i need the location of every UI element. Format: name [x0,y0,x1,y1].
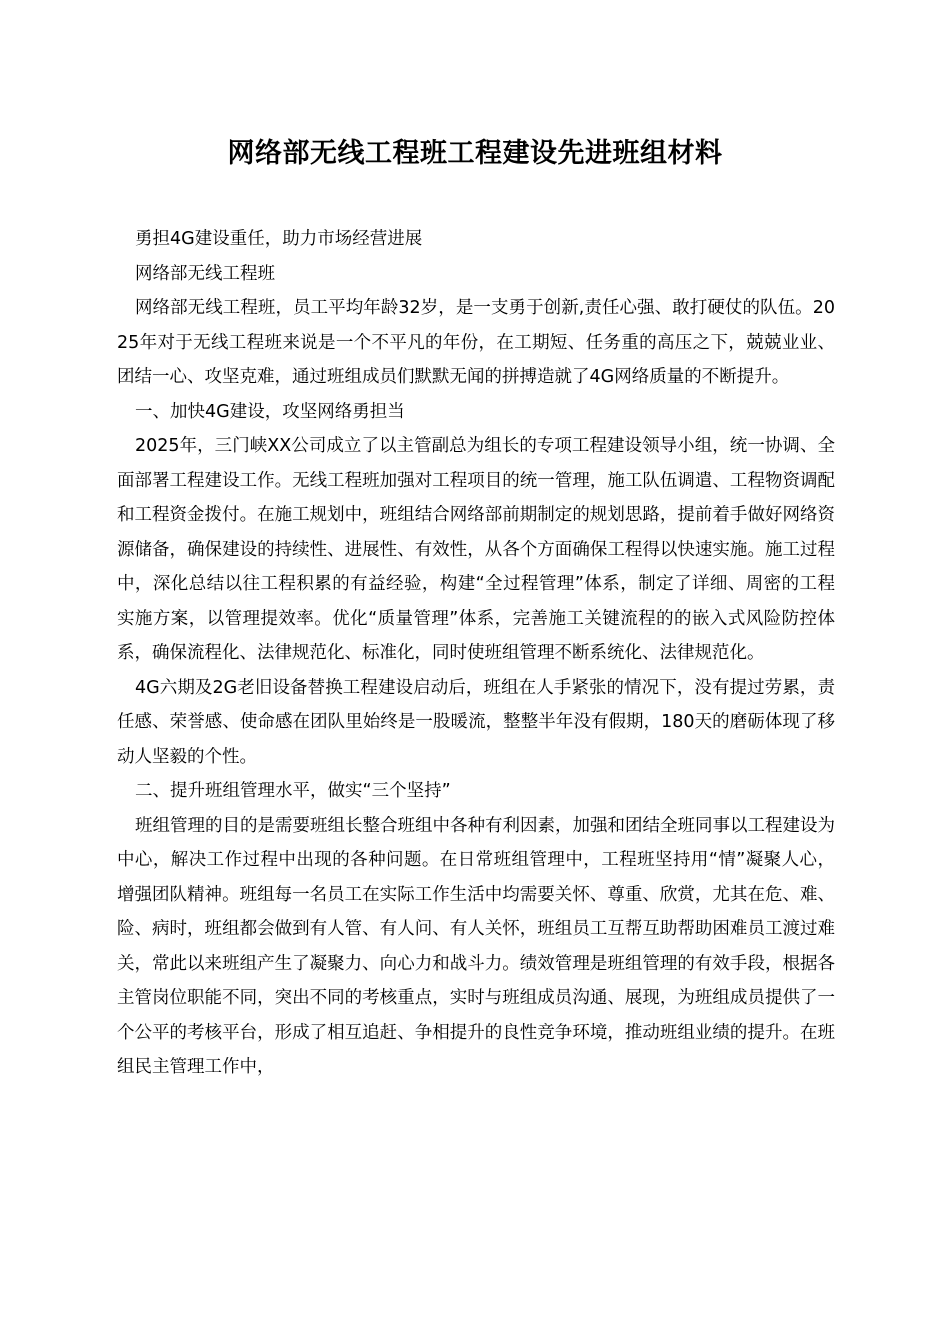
subtitle-paragraph: 勇担4G建设重任，助力市场经营进展 [135,229,423,249]
document-body [117,222,835,1085]
intro-paragraph: 网络部无线工程班，员工平均年龄32岁，是一支勇于创新,责任心强、敢打硬仗的队伍。2025年对于无线工程班来说是一个不平凡的年份，在工期短、任务重的高压之下，兢兢业业、团结一心、攻坚克难，通过班组成员们默默无闻的拼搏造就了4G网络质量的不断提升。 [117,298,835,387]
section-heading-2: 二、提升班组管理水平，做实“三个坚持” [135,781,451,801]
document-title: 网络部无线工程班工程建设先进班组材料 [227,138,723,169]
section-1-paragraph-1: 2025年，三门峡XX公司成立了以主管副总为组长的专项工程建设领导小组，统一协调、全面部署工程建设工作。无线工程班加强对工程项目的统一管理，施工队伍调遣、工程物资调配和工程资金拨付。在施工规划中，班组结合网络部前期制定的规划思路，提前着手做好网络资源储备，确保建设的持续性、进展性、有效性，从各个方面确保工程得以快速实施。施工过程中，深化总结以往工程积累的有益经验，构建“全过程管理”体系，制定了详细、周密的工程实施方案，以管理提效率。优化“质量管理”体系，完善施工关键流程的的嵌入式风险防控体系，确保流程化、法律规范化、标准化，同时使班组管理不断系统化、法律规范化。 [117,436,835,663]
section-2-paragraph-1: 班组管理的目的是需要班组长整合班组中各种有利因素，加强和团结全班同事以工程建设为中心，解决工作过程中出现的各种问题。在日常班组管理中，工程班坚持用“情”凝聚人心，增强团队精神。班组每一名员工在实际工作生活中均需要关怀、尊重、欣赏，尤其在危、难、险、病时，班组都会做到有人管、有人问、有人关怀，班组员工互帮互助帮助困难员工渡过难关，常此以来班组产生了凝聚力、向心力和战斗力。绩效管理是班组管理的有效手段，根据各主管岗位职能不同，突出不同的考核重点，实时与班组成员沟通、展现，为班组成员提供了一个公平的考核平台，形成了相互追赶、争相提升的良性竞争环境，推动班组业绩的提升。在班组民主管理工作中， [117,815,835,1077]
team-name-paragraph: 网络部无线工程班 [135,263,275,284]
section-heading-1: 一、加快4G建设，攻坚网络勇担当 [135,401,405,422]
section-1-paragraph-2: 4G六期及2G老旧设备替换工程建设启动后，班组在人手紧张的情况下，没有提过劳累，责任感、荣誉感、使命感在团队里始终是一股暖流，整整半年没有假期，180天的磨砺体现了移动人坚毅的个性。 [117,677,835,767]
